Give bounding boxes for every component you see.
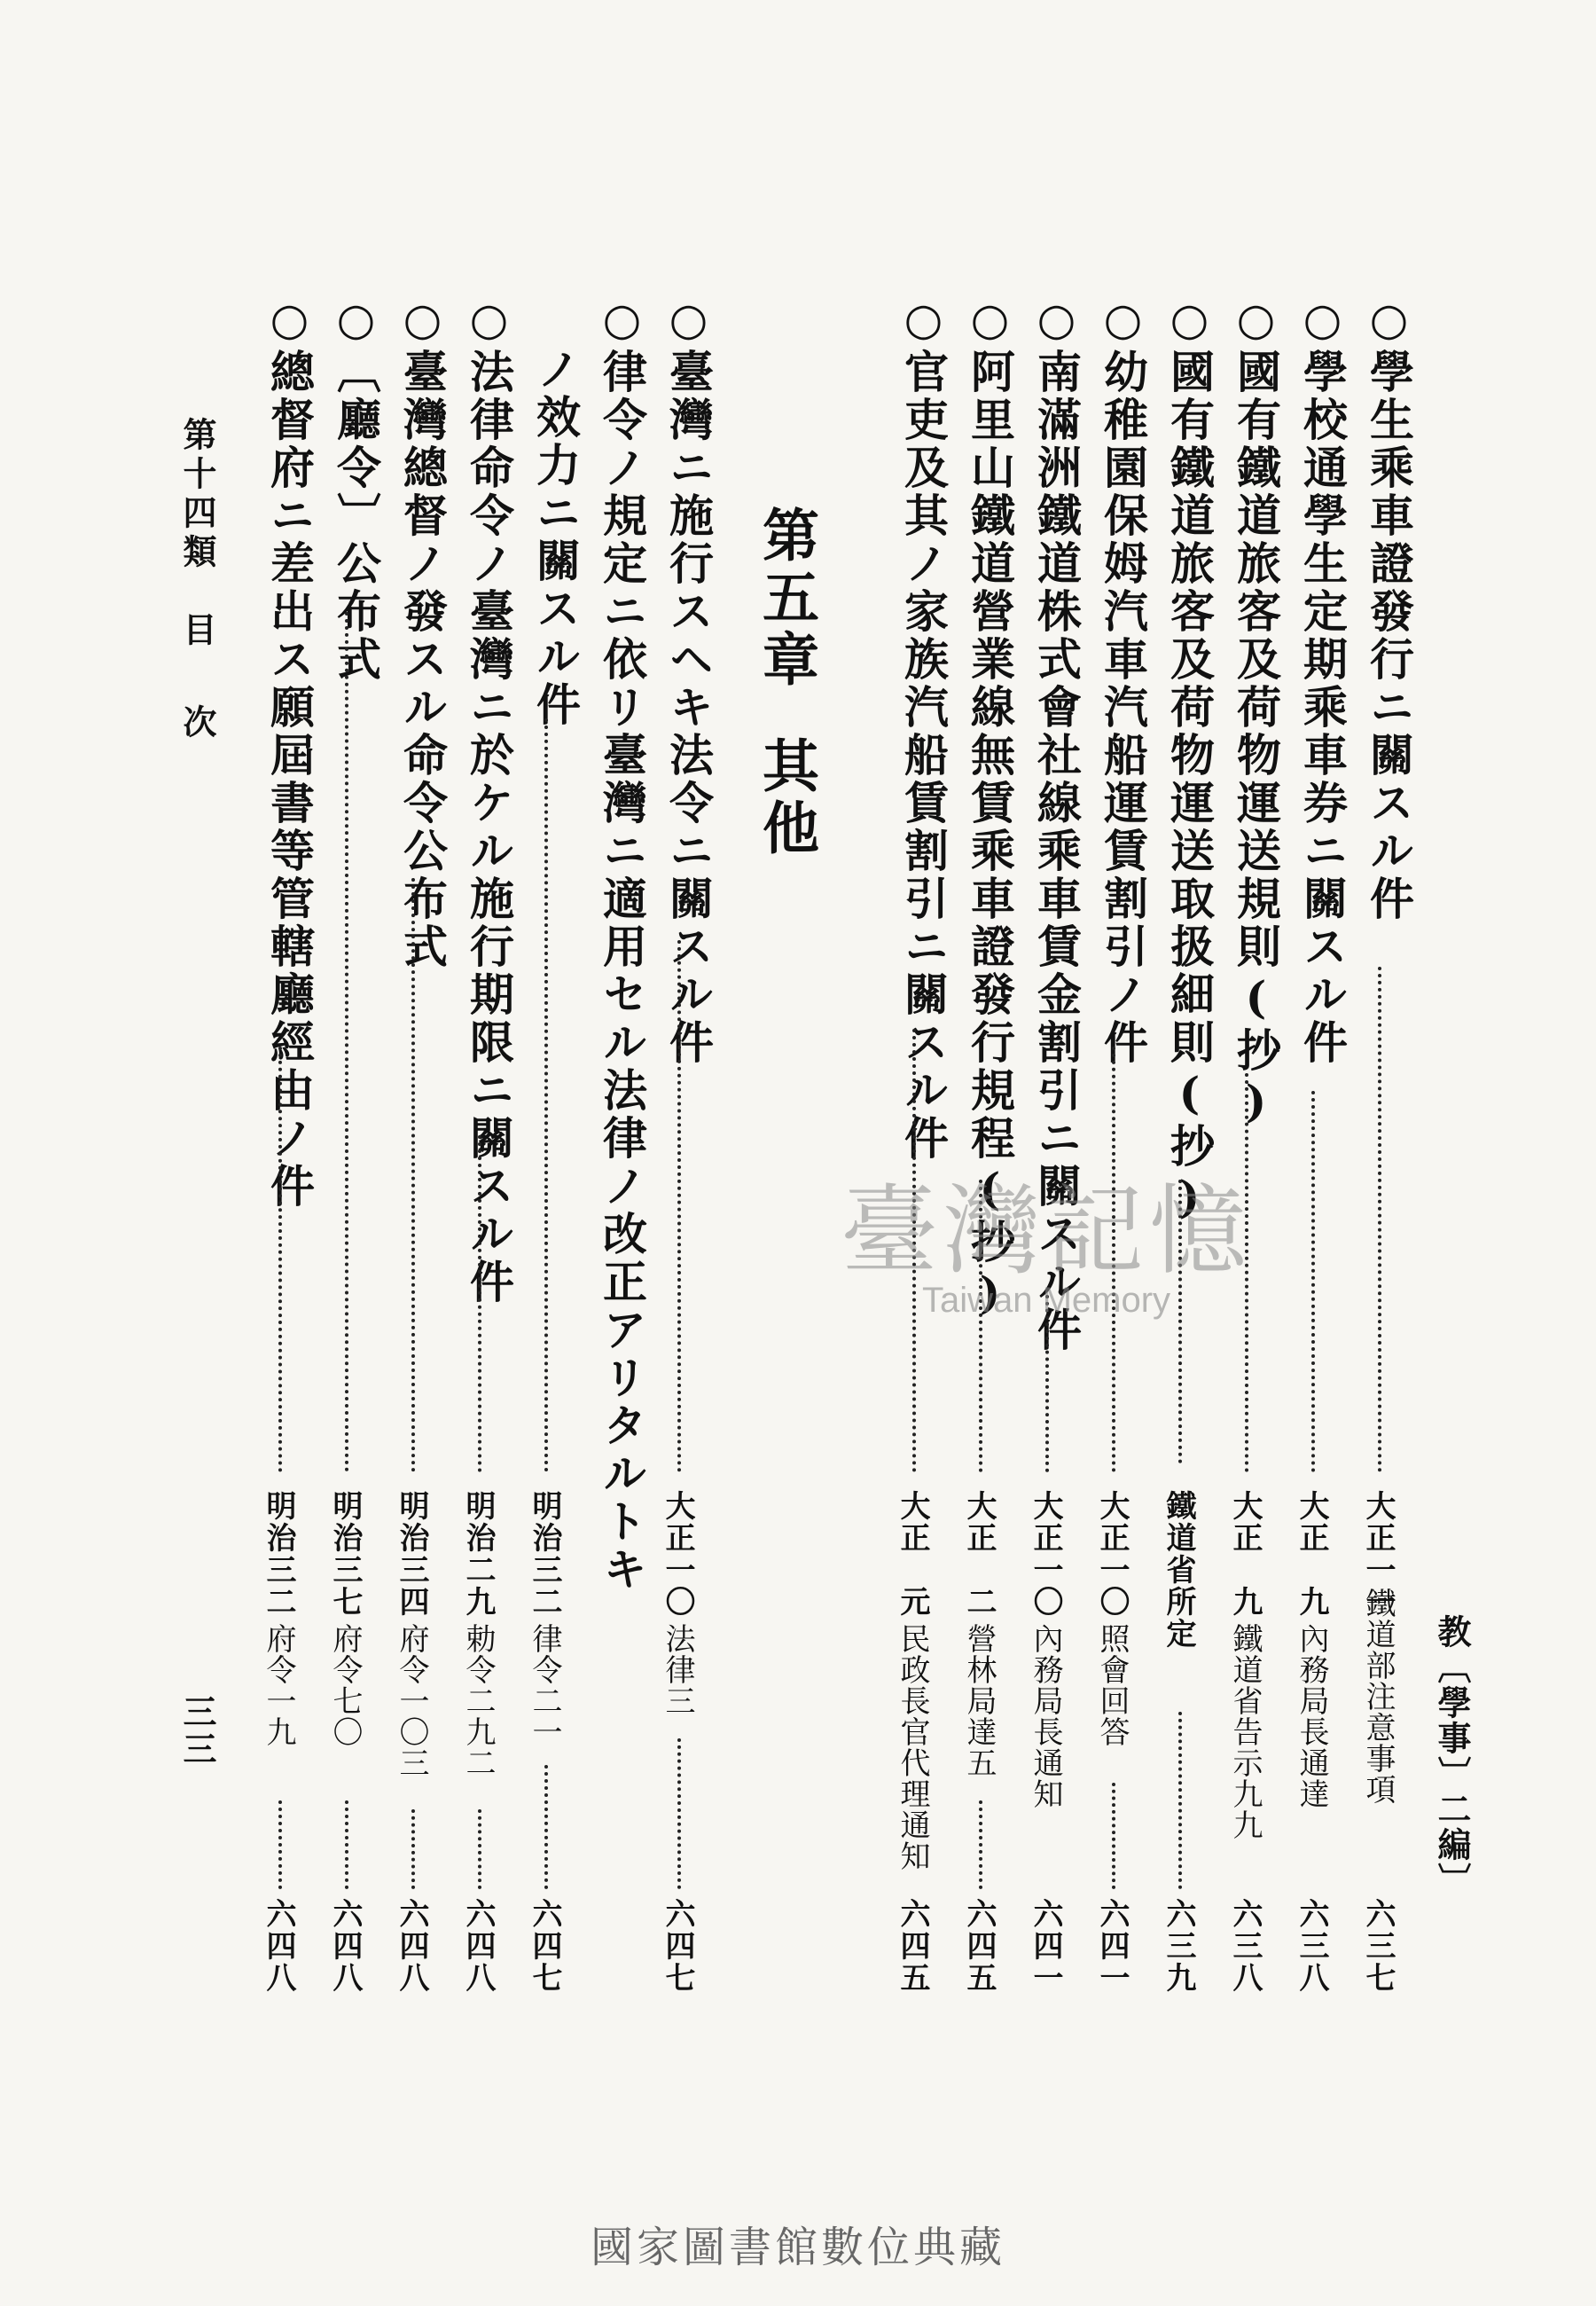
entry-ref: 民政長官代理通知	[895, 1623, 930, 1871]
dot-leader	[345, 612, 348, 1472]
dot-leader	[912, 1029, 916, 1472]
chapter-number: 第五章	[753, 506, 819, 692]
toc-entry	[581, 293, 648, 2022]
entry-ref: 律令二一	[527, 1623, 562, 1747]
entry-date: 大正一一	[1360, 1490, 1396, 1618]
entry-date: 大正 元	[895, 1490, 930, 1618]
entry-title: ○臺灣總督ノ發スル命令公布式	[396, 293, 449, 971]
dot-leader	[1045, 1295, 1049, 1472]
dot-leader	[979, 1180, 982, 1472]
dot-leader	[677, 1738, 681, 1889]
entry-ref: 照會回答	[1094, 1623, 1130, 1747]
entry-title: ノ效力ニ關スル件	[529, 346, 582, 729]
entry-title: ○國有鐵道旅客及荷物運送規則(抄)	[1230, 293, 1282, 1131]
entry-ref: 府令七〇	[327, 1623, 363, 1747]
toc-entry	[381, 293, 449, 2022]
entry-page: 六四八	[327, 1898, 363, 1994]
entry-title: ○南滿洲鐵道株式會社線乘車賃金割引ニ關スル件	[1030, 293, 1083, 1354]
entry-date: 大正 九	[1294, 1490, 1329, 1618]
dot-leader	[544, 718, 548, 1472]
toc-entry	[1348, 293, 1415, 2022]
archive-caption: 國家圖書館數位典藏	[590, 2223, 1005, 2272]
dot-leader	[278, 1047, 282, 1472]
entry-ref: 勅令二九二	[460, 1623, 496, 1778]
entry-date: 大正 二	[961, 1490, 997, 1618]
entry-ref: 鐵道部注意事項	[1360, 1588, 1396, 1805]
chapter-title: 其他	[753, 736, 819, 860]
dot-leader	[478, 1809, 481, 1889]
dot-leader	[478, 1135, 481, 1472]
entry-date: 大正一〇	[1028, 1490, 1063, 1618]
dot-leader	[677, 940, 681, 1472]
entry-title: ○法律命令ノ臺灣ニ於ケル施行期限ニ關スル件	[463, 293, 515, 1306]
entry-page: 六四五	[895, 1898, 930, 1994]
page-number: 三三	[177, 1694, 217, 1769]
dot-leader	[1112, 1047, 1115, 1472]
entry-page: 六四八	[460, 1898, 496, 1994]
entry-date: 明治二九	[460, 1490, 496, 1618]
entry-page: 六三七	[1360, 1898, 1396, 1994]
watermark-english: Taiwan Memory	[921, 1281, 1171, 1320]
chapter-heading	[745, 506, 826, 860]
entry-date: 明治三二	[261, 1490, 296, 1618]
toc-entry	[448, 293, 515, 2022]
entry-title: ○臺灣ニ施行スヘキ法令ニ關スル件	[662, 293, 715, 1067]
entry-title: ○國有鐵道旅客及荷物運送取扱細則(抄)	[1163, 293, 1216, 1227]
category-label: 第十四類	[177, 417, 217, 573]
toc-entry	[647, 293, 715, 2022]
toc-entry	[248, 293, 316, 2022]
toc-entry	[1148, 293, 1216, 2022]
section-label: 目 次	[177, 612, 217, 750]
running-head: 教〔學事〕二編〕	[1432, 1614, 1472, 1898]
entry-date: 大正 九	[1227, 1490, 1263, 1618]
entry-page: 六三八	[1227, 1898, 1263, 1994]
entry-date: 大正一〇	[660, 1490, 695, 1618]
entry-page: 六四八	[261, 1898, 296, 1994]
entry-ref: 營林局達五	[961, 1623, 997, 1778]
entry-page: 六四七	[527, 1898, 562, 1994]
dot-leader	[278, 1800, 282, 1889]
watermark-chinese: 臺灣記憶	[841, 1174, 1252, 1288]
dot-leader	[979, 1800, 982, 1889]
dot-leader	[411, 1809, 415, 1889]
dot-leader	[1178, 1712, 1182, 1889]
entry-date: 鐵道省所定	[1161, 1490, 1196, 1650]
entry-page: 六三九	[1161, 1898, 1196, 1994]
dot-leader	[345, 1800, 348, 1889]
entry-page: 六四五	[961, 1898, 997, 1994]
dot-leader	[1178, 1180, 1182, 1463]
entry-ref: 法律三	[660, 1623, 695, 1716]
entry-title: ○律令ノ規定ニ依リ臺灣ニ適用セル法律ノ改正アリタルトキ	[596, 293, 648, 1594]
toc-entry	[949, 293, 1016, 2022]
entry-ref: 內務局長通知	[1028, 1623, 1063, 1809]
toc-entry	[1215, 293, 1282, 2022]
entry-ref: 內務局長通達	[1294, 1623, 1329, 1809]
dot-leader	[1112, 1783, 1115, 1889]
toc-entry	[1082, 293, 1149, 2022]
dot-leader	[411, 878, 415, 1472]
entry-ref: 鐵道省告示九九	[1227, 1623, 1263, 1840]
entry-date: 明治三七	[327, 1490, 363, 1618]
entry-title: ○阿里山鐵道營業線無賃乘車證發行規程(抄)	[964, 293, 1016, 1322]
entry-date: 大正一〇	[1094, 1490, 1130, 1618]
toc-entry	[1281, 293, 1349, 2022]
toc-entry	[514, 346, 582, 2075]
entry-title: ○幼稚園保姆汽車汽船運賃割引ノ件	[1097, 293, 1149, 1067]
entry-page: 六四七	[660, 1898, 695, 1994]
entry-ref: 府令一九	[261, 1623, 296, 1747]
entry-date: 明治三四	[394, 1490, 429, 1618]
toc-entry	[1015, 293, 1083, 2022]
dot-leader	[1378, 967, 1381, 1472]
dot-leader	[544, 1765, 548, 1889]
toc-entry	[882, 293, 950, 2022]
entry-date: 明治三二	[527, 1490, 562, 1618]
toc-entry	[315, 293, 382, 2022]
entry-title: ○學生乘車證發行ニ關スル件	[1363, 293, 1415, 923]
entry-page: 六四一	[1028, 1898, 1063, 1994]
entry-page: 六四一	[1094, 1898, 1130, 1994]
entry-title: ○學校通學生定期乘車券ニ關スル件	[1296, 293, 1349, 1067]
entry-title: ○〔廳令〕公布式	[330, 293, 382, 684]
entry-title: ○官吏及其ノ家族汽船賃割引ニ關スル件	[897, 293, 950, 1163]
entry-ref: 府令一〇三	[394, 1623, 429, 1778]
entry-page: 六四八	[394, 1898, 429, 1994]
entry-title: ○總督府ニ差出ス願屆書等管轄廳經由ノ件	[263, 293, 316, 1211]
entry-page: 六三八	[1294, 1898, 1329, 1994]
dot-leader	[1311, 1091, 1315, 1472]
dot-leader	[1245, 1073, 1248, 1472]
